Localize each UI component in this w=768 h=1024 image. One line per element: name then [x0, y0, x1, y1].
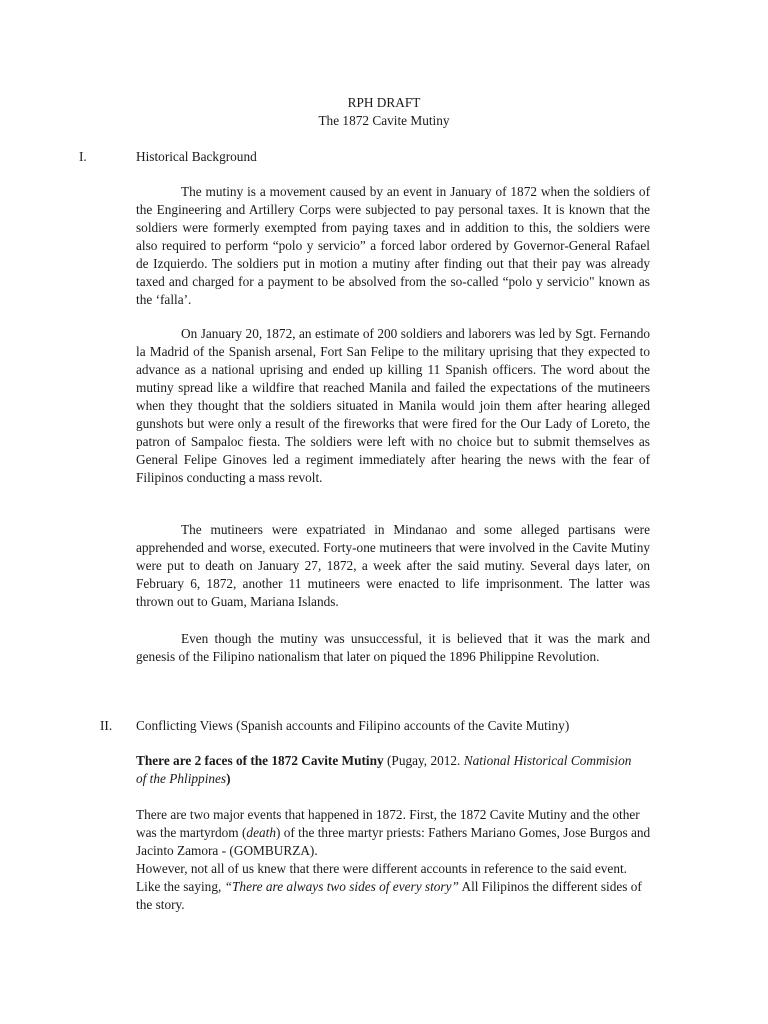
- paragraph-3: The mutineers were expatriated in Mindanao and some alleged partisans were apprehended and worse, executed. Forty-one mutineers that were involved in the Cavite Mutiny were put to death on January 27, 1872, a week after the said mutiny. Several days later, on February 6, 1872, another 11 mutineers were enacted to life imprisonment. The latter was thrown out to Guam, Mariana Islands.: [136, 522, 650, 609]
- paragraph-6-text-a: However, not all of us knew that there were different accounts in reference to the said event. Like the saying,: [136, 861, 628, 894]
- paragraph-1: The mutiny is a movement caused by an event in January of 1872 when the soldiers of the Engineering and Artillery Corps were subjected to pay personal taxes. It is known that the soldiers were formerly exempted from paying taxes and in addition to this, the soldiers were also required to perform “polo y servicio” a forced labor ordered by Governor-General Rafael de Izquierdo. The soldiers put in motion a mutiny after finding out that their pay was already taxed and charged for a payment to be absolved from the so-called “polo y servicio" known as the ‘falla’.: [136, 184, 650, 307]
- paragraph-5-text-a: There are two major events that happened in 1872. First, the 1872 Cavite Mutiny and the other was the martyrdom (: [136, 807, 640, 840]
- section-1-title: Historical Background: [136, 149, 257, 164]
- section-2-title: Conflicting Views (Spanish accounts and Filipino accounts of the Cavite Mutiny): [136, 718, 570, 733]
- faces-citation-source: National Historical Commision of the Phlippines: [136, 753, 632, 786]
- paragraph-2: On January 20, 1872, an estimate of 200 soldiers and laborers was led by Sgt. Fernando la Madrid of the Spanish arsenal, Fort San Felipe to the military uprising that they expected to advance as a national uprising and ended up killing 11 Spanish officers. The word about the mutiny spread like a wildfire that reached Manila and failed the expectations of the mutineers when they thought that the soldiers situated in Manila would join them after hearing alleged gunshots but were only a result of the fireworks that were fired for the Our Lady of Loreto, the patron of Sampaloc fiesta. The soldiers were left with no choice but to submit themselves as General Felipe Ginoves led a regiment immediately after hearing the news with the fear of Filipinos conducting a mass revolt.: [136, 326, 650, 485]
- document-title-block: [0, 94, 768, 130]
- paragraph-6: [136, 860, 652, 914]
- faces-citation-open: (Pugay, 2012.: [383, 753, 464, 768]
- paragraph-6-italic: “There are always two sides of every story”: [224, 879, 459, 894]
- section-1-number: I.: [79, 149, 87, 164]
- paragraph-5-italic: death: [246, 825, 276, 840]
- faces-bold-text: There are 2 faces of the 1872 Cavite Mutiny: [136, 753, 384, 768]
- paragraph-5-text-b: ) of the three martyr priests: Fathers Mariano Gomes, Jose Burgos and Jacinto Zamora - (GOMBURZA).: [136, 825, 651, 858]
- document-title: RPH DRAFT: [347, 95, 421, 110]
- faces-citation-close: ): [226, 771, 231, 786]
- section-2-number: II.: [100, 718, 113, 733]
- paragraph-4: Even though the mutiny was unsuccessful, it is believed that it was the mark and genesis of the Filipino nationalism that later on piqued the 1896 Philippine Revolution.: [136, 631, 650, 664]
- faces-paragraph: [136, 752, 636, 788]
- document-subtitle: The 1872 Cavite Mutiny: [318, 113, 450, 128]
- paragraph-6-text-b: All Filipinos the different sides of the story.: [136, 879, 642, 912]
- paragraph-5: [136, 806, 652, 860]
